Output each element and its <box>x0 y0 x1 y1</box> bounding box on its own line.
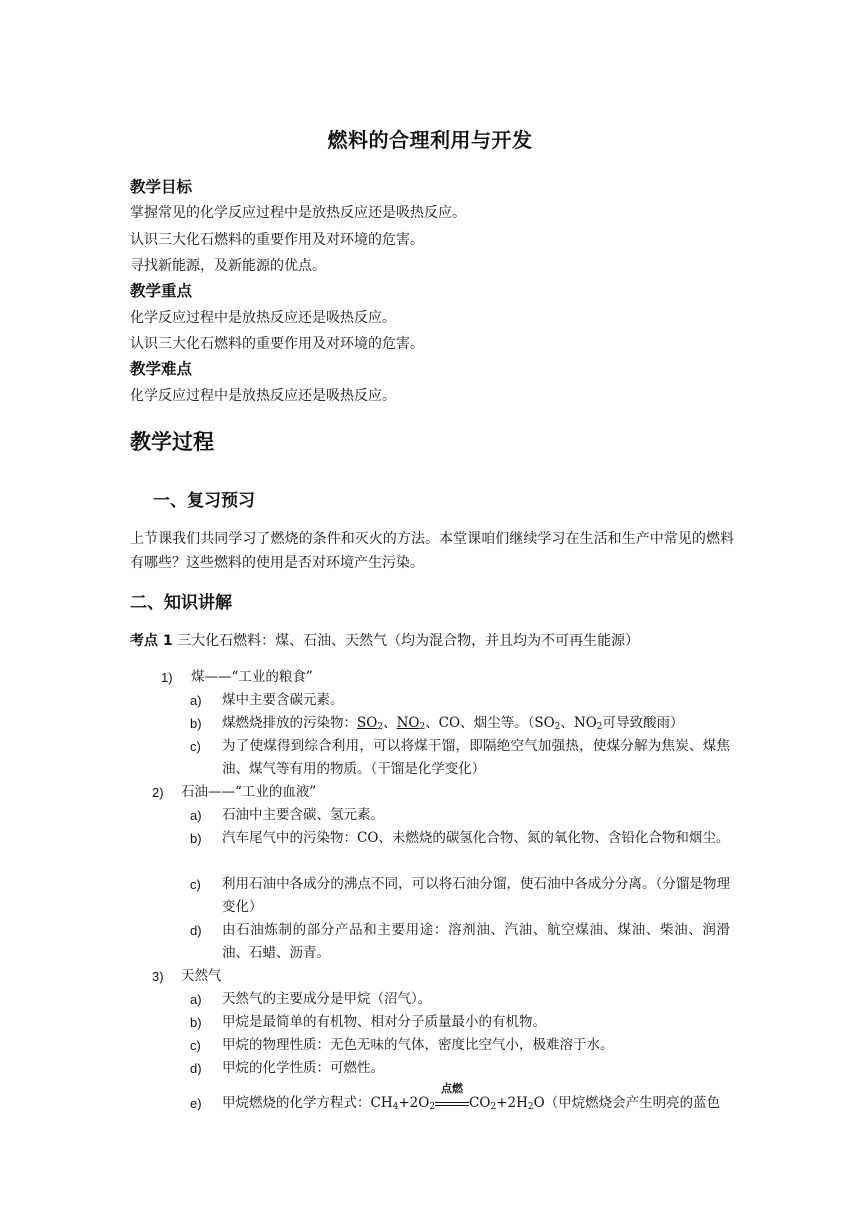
document-title: 燃料的合理利用与开发 <box>327 128 533 152</box>
gas-item-e <box>222 1082 721 1119</box>
kaodian-line <box>130 630 639 650</box>
list-letter: c) <box>190 1038 201 1053</box>
gas-item-c: 甲烷的物理性质：无色无味的气体，密度比空气小，极难溶于水。 <box>222 1037 614 1053</box>
gas-item-d: 甲烷的化学性质：可燃性。 <box>222 1060 384 1076</box>
list-letter: b) <box>190 831 202 846</box>
so2-text: SO <box>357 715 378 731</box>
eq-ch: 甲烷燃烧的化学方程式：CH <box>222 1095 393 1111</box>
oil-item-d: 由石油炼制的部分产品和主要用途：溶剂油、汽油、航空煤油、煤油、柴油、润滑油、石蜡、沥青。 <box>222 922 730 961</box>
gas-item-b: 甲烷是最简单的有机物、相对分子质量最小的有机物。 <box>222 1014 546 1030</box>
list-letter: a) <box>190 992 202 1007</box>
subscript: 2 <box>527 1102 534 1112</box>
coal-item-c: 为了使煤得到综合利用，可以将煤干馏，即隔绝空气加强热，使煤分解为焦炭、煤焦油、煤气等有用的物质。（干馏是化学变化） <box>222 738 730 777</box>
list-number: 2) <box>152 785 164 800</box>
coal-item-a: 煤中主要含碳元素。 <box>222 692 344 708</box>
list-letter: e) <box>190 1096 202 1111</box>
list-letter: c) <box>190 739 201 754</box>
gas-item-a: 天然气的主要成分是甲烷（沼气）。 <box>222 991 432 1007</box>
review-paragraph: 上节课我们共同学习了燃烧的条件和灭火的方法。本堂课咱们继续学习在生活和生产中常见的燃料有哪些？这些燃料的使用是否对环境产生污染。 <box>130 531 734 571</box>
oil-item-a: 石油中主要含碳、氢元素。 <box>222 807 384 823</box>
review-heading: 一、复习预习 <box>153 491 255 511</box>
list-letter: a) <box>190 808 202 823</box>
eq-co2: CO <box>469 1095 491 1111</box>
process-heading: 教学过程 <box>130 430 214 454</box>
list-letter: d) <box>190 1061 202 1076</box>
difficulty-item: 化学反应过程中是放热反应还是吸热反应。 <box>130 388 396 404</box>
no2-text: NO <box>396 715 420 731</box>
objective-item: 掌握常见的化学反应过程中是放热反应还是吸热反应。 <box>130 205 466 221</box>
list-letter: b) <box>190 1015 202 1030</box>
list-letter: d) <box>190 923 202 938</box>
coal-b-rest3: 可导致酸雨） <box>602 715 684 731</box>
list-letter: b) <box>190 716 202 731</box>
subscript: 4 <box>392 1102 399 1112</box>
reaction-condition <box>435 1082 469 1115</box>
coal-b-rest: 、CO、烟尘等。（SO <box>425 715 555 731</box>
list-number: 1) <box>161 670 173 685</box>
subscript: 2 <box>596 722 603 732</box>
separator: 、 <box>383 715 397 731</box>
list-letter: a) <box>190 693 202 708</box>
key-point-item: 认识三大化石燃料的重要作用及对环境的危害。 <box>130 336 424 352</box>
subscript: 2 <box>429 1102 436 1112</box>
key-point-item: 化学反应过程中是放热反应还是吸热反应。 <box>130 310 396 326</box>
coal-title: 煤——“工业的粮食” <box>191 669 313 685</box>
objective-item: 寻找新能源，及新能源的优点。 <box>130 258 326 274</box>
kaodian-label: 考点 1 <box>130 633 173 649</box>
condition-label: 点燃 <box>441 1082 464 1095</box>
oil-title: 石油——“工业的血液” <box>181 784 317 800</box>
subscript: 2 <box>554 722 561 732</box>
oil-item-b: 汽车尾气中的污染物：CO、未燃烧的碳氢化合物、氮的氧化物、含铅化合物和烟尘。 <box>222 830 730 846</box>
objective-item: 认识三大化石燃料的重要作用及对环境的危害。 <box>130 232 424 248</box>
objectives-heading: 教学目标 <box>130 178 193 196</box>
coal-b-rest2: 、NO <box>560 715 597 731</box>
coal-b-so2 <box>357 715 383 731</box>
kaodian-text: 三大化石燃料：煤、石油、天然气（均为混合物，并且均为不可再生能源） <box>177 633 640 649</box>
subscript: 2 <box>419 722 426 732</box>
difficulties-heading: 教学难点 <box>130 360 193 378</box>
coal-b-prefix: 煤燃烧排放的污染物： <box>222 715 357 731</box>
key-points-heading: 教学重点 <box>130 282 193 300</box>
oil-item-c: 利用石油中各成分的沸点不同，可以将石油分馏，使石油中各成分分离。（分馏是物理变化） <box>222 876 730 915</box>
eq-o2: +2O <box>398 1095 430 1111</box>
eq-tail: O（甲烷燃烧会产生明亮的蓝色 <box>533 1095 721 1111</box>
list-number: 3) <box>152 969 164 984</box>
equals-bar <box>435 1102 469 1106</box>
subscript: 2 <box>490 1102 497 1112</box>
knowledge-heading: 二、知识讲解 <box>130 593 232 613</box>
list-letter: c) <box>190 877 201 892</box>
gas-title: 天然气 <box>181 968 222 984</box>
eq-h2: +2H <box>496 1095 528 1111</box>
subscript: 2 <box>377 722 384 732</box>
coal-b-no2 <box>397 715 426 731</box>
